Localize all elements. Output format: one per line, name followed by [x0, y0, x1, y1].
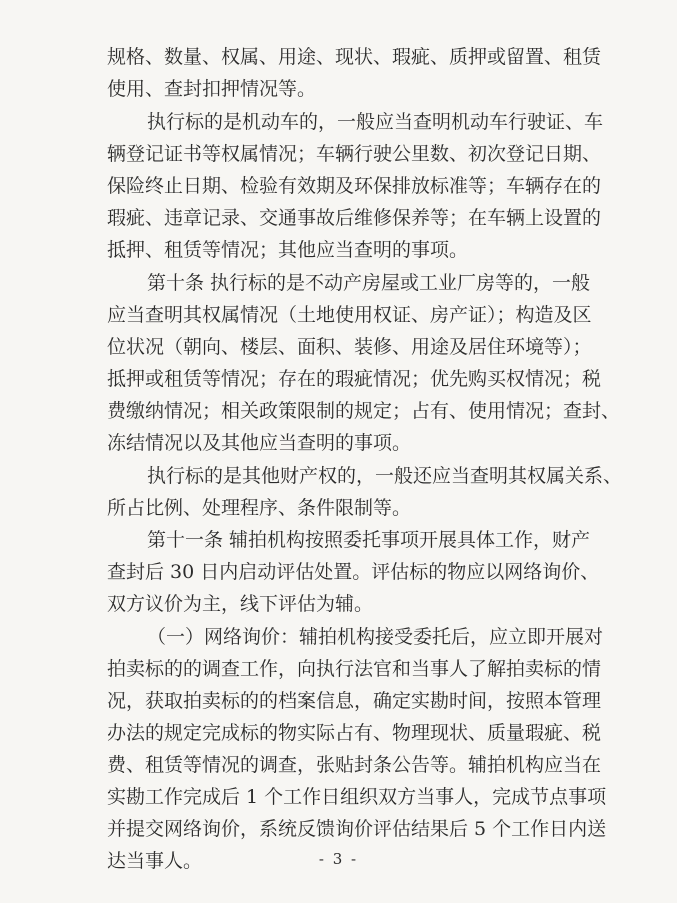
- text-line: 双方议价为主，线下评估为辅。: [107, 593, 374, 615]
- text-line: 费、租赁等情况的调查，张贴封条公告等。辅拍机构应当在: [107, 754, 602, 776]
- text-line: 辆登记证书等权属情况；车辆行驶公里数、初次登记日期、: [107, 143, 602, 165]
- text-line: 并提交网络询价，系统反馈询价评估结果后 5 个工作日内送: [107, 818, 607, 840]
- text-line: 抵押、租赁等情况；其他应当查明的事项。: [107, 239, 469, 261]
- text-line: 应当查明其权属情况（土地使用权证、房产证）；构造及区: [107, 304, 592, 326]
- text-line: 实勘工作完成后 1 个工作日组织双方当事人，完成节点事项: [107, 786, 607, 808]
- text-line: 达当事人。: [107, 850, 203, 872]
- text-line: 使用、查封扣押情况等。: [107, 78, 317, 100]
- text-line: 瑕疵、违章记录、交通事故后维修保养等；在车辆上设置的: [107, 207, 602, 229]
- text-line: 况，获取拍卖标的的档案信息，确定实勘时间，按照本管理: [107, 690, 602, 712]
- text-line: 费缴纳情况；相关政策限制的规定；占有、使用情况；查封、: [107, 400, 621, 422]
- text-line: （一）网络询价：辅拍机构接受委托后，应立即开展对: [147, 626, 604, 648]
- text-line: 执行标的是其他财产权的，一般还应当查明其权属关系、: [147, 465, 623, 487]
- text-line: 拍卖标的的调查工作，向执行法官和当事人了解拍卖标的情: [107, 658, 602, 680]
- text-line: 第十一条 辅拍机构按照委托事项开展具体工作，财产: [147, 529, 591, 551]
- text-line: 规格、数量、权属、用途、现状、瑕疵、质押或留置、租赁: [107, 46, 602, 68]
- page-number: - 3 -: [318, 850, 359, 868]
- text-line: 第十条 执行标的是不动产房屋或工业厂房等的，一般: [147, 272, 591, 294]
- text-line: 查封后 30 日内启动评估处置。评估标的物应以网络询价、: [107, 561, 600, 583]
- text-line: 位状况（朝向、楼层、面积、装修、用途及居住环境等）；: [107, 336, 592, 358]
- text-line: 抵押或租赁等情况；存在的瑕疵情况；优先购买权情况；税: [107, 368, 602, 390]
- text-line: 所占比例、处理程序、条件限制等。: [107, 497, 412, 519]
- text-line: 冻结情况以及其他应当查明的事项。: [107, 432, 412, 454]
- text-line: 办法的规定完成标的物实际占有、物理现状、质量瑕疵、税: [107, 722, 602, 744]
- text-line: 保险终止日期、检验有效期及环保排放标准等；车辆存在的: [107, 175, 602, 197]
- text-line: 执行标的是机动车的，一般应当查明机动车行驶证、车: [147, 111, 604, 133]
